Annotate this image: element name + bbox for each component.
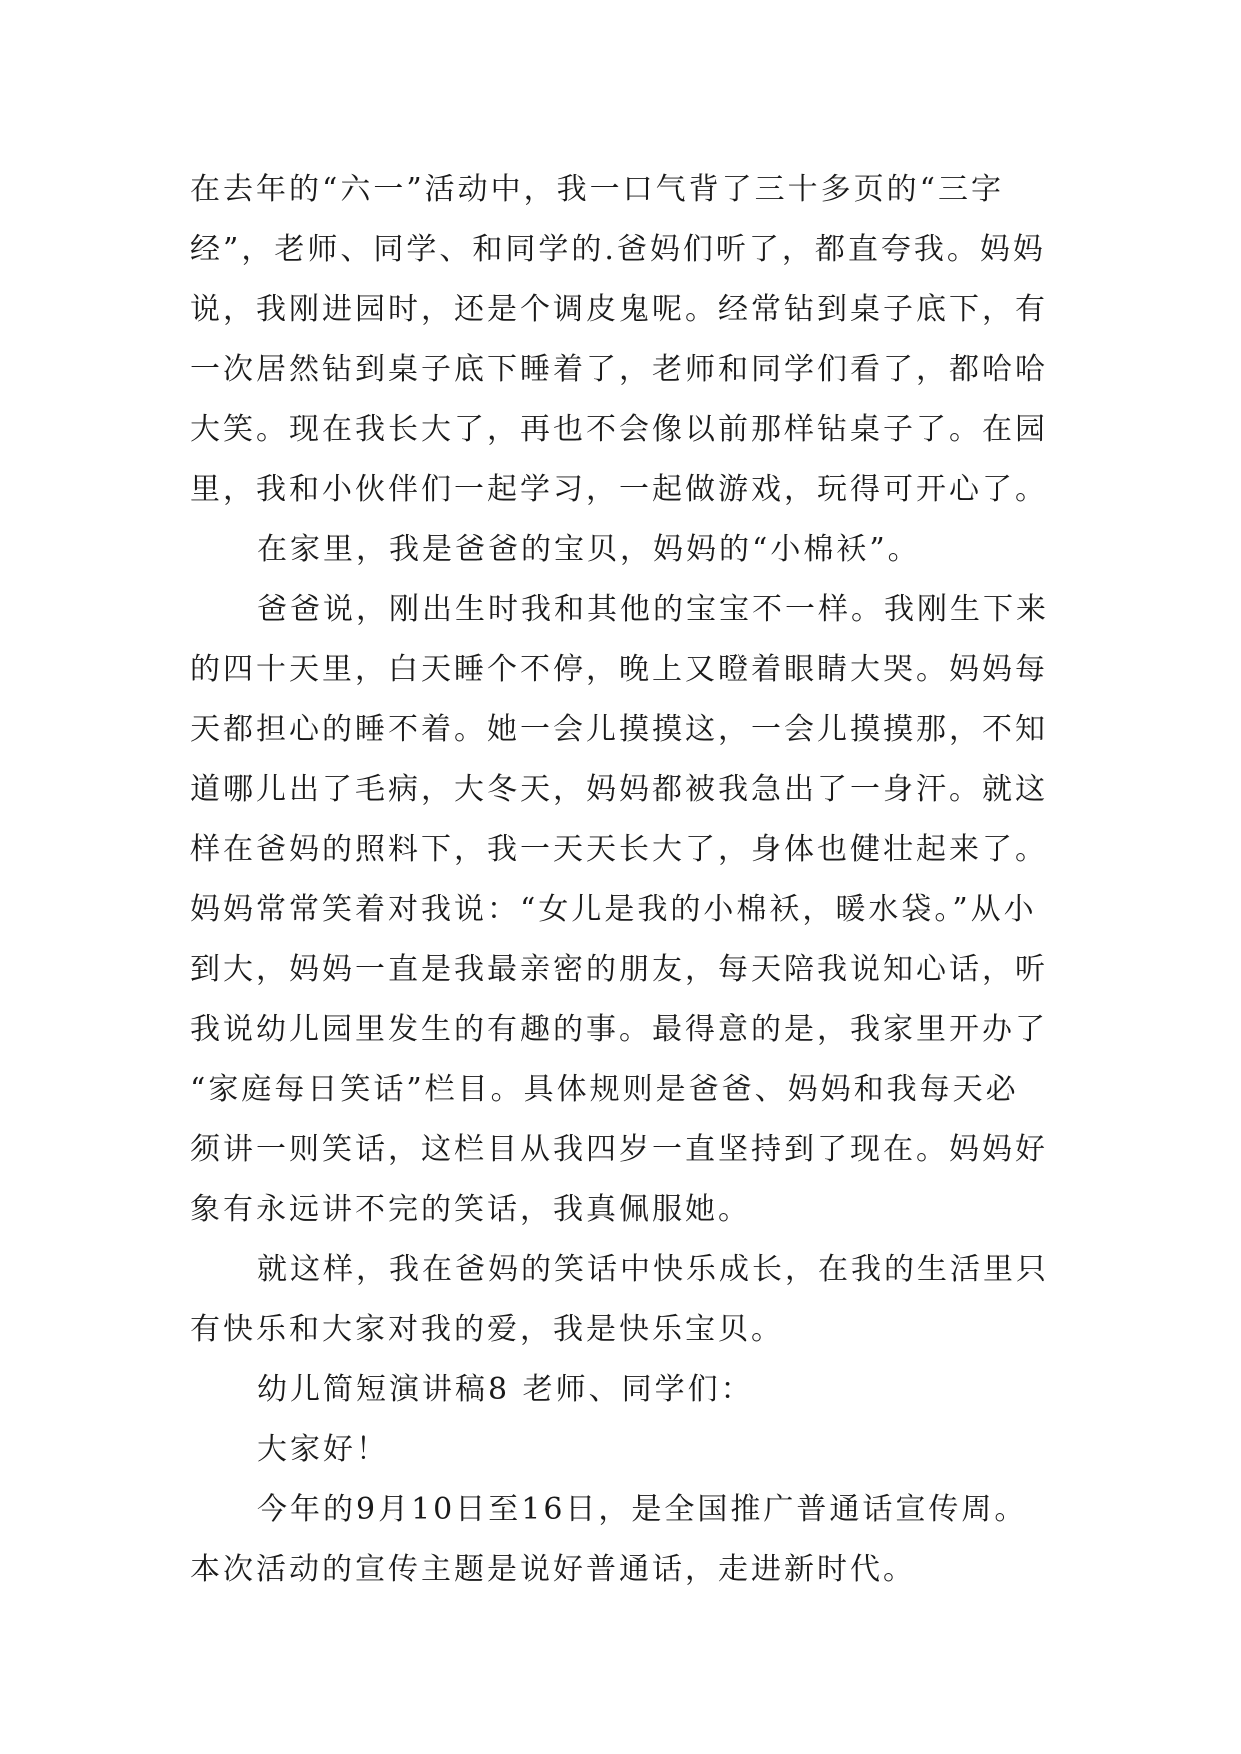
text-line: 里，我和小伙伴们一起学习，一起做游戏，玩得可开心了。 — [190, 472, 1048, 507]
text-line: 样在爸妈的照料下，我一天天长大了，身体也健壮起来了。 — [190, 832, 1048, 867]
text-line: 在去年的“六一”活动中，我一口气背了三十多页的“三字 — [190, 172, 1005, 207]
text-line: 象有永远讲不完的笑话，我真佩服她。 — [190, 1192, 751, 1227]
text-line: 经”，老师、同学、和同学的.爸妈们听了，都直夸我。妈妈 — [190, 232, 1046, 267]
text-line: 今年的9月10日至16日，是全国推广普通话宣传周。 — [257, 1492, 1028, 1527]
text-line: 爸爸说，刚出生时我和其他的宝宝不一样。我刚生下来 — [257, 592, 1049, 627]
text-line: 幼儿简短演讲稿8 老师、同学们： — [257, 1372, 754, 1407]
text-line: 一次居然钻到桌子底下睡着了，老师和同学们看了，都哈哈 — [190, 352, 1048, 387]
text-line: 的四十天里，白天睡个不停，晚上又瞪着眼睛大哭。妈妈每 — [190, 652, 1048, 687]
text-line: 我说幼儿园里发生的有趣的事。最得意的是，我家里开办了 — [190, 1012, 1048, 1047]
text-line: 就这样，我在爸妈的笑话中快乐成长，在我的生活里只 — [257, 1252, 1049, 1287]
text-line: 本次活动的宣传主题是说好普通话，走进新时代。 — [190, 1552, 916, 1587]
text-line: 在家里，我是爸爸的宝贝，妈妈的“小棉袄”。 — [257, 532, 921, 567]
text-line: 须讲一则笑话，这栏目从我四岁一直坚持到了现在。妈妈好 — [190, 1132, 1048, 1167]
text-line: “家庭每日笑话”栏目。具体规则是爸爸、妈妈和我每天必 — [190, 1072, 1019, 1107]
text-line: 妈妈常常笑着对我说：“女儿是我的小棉袄，暖水袋。”从小 — [190, 892, 1037, 927]
text-line: 天都担心的睡不着。她一会儿摸摸这，一会儿摸摸那，不知 — [190, 712, 1048, 747]
text-line: 大家好！ — [257, 1432, 389, 1467]
document-body — [190, 160, 1075, 1600]
text-line: 有快乐和大家对我的爱，我是快乐宝贝。 — [190, 1312, 784, 1347]
text-line: 道哪儿出了毛病，大冬天，妈妈都被我急出了一身汗。就这 — [190, 772, 1048, 807]
text-line: 大笑。现在我长大了，再也不会像以前那样钻桌子了。在园 — [190, 412, 1048, 447]
text-line: 到大，妈妈一直是我最亲密的朋友，每天陪我说知心话，听 — [190, 952, 1048, 987]
text-line: 说，我刚进园时，还是个调皮鬼呢。经常钻到桌子底下，有 — [190, 292, 1048, 327]
